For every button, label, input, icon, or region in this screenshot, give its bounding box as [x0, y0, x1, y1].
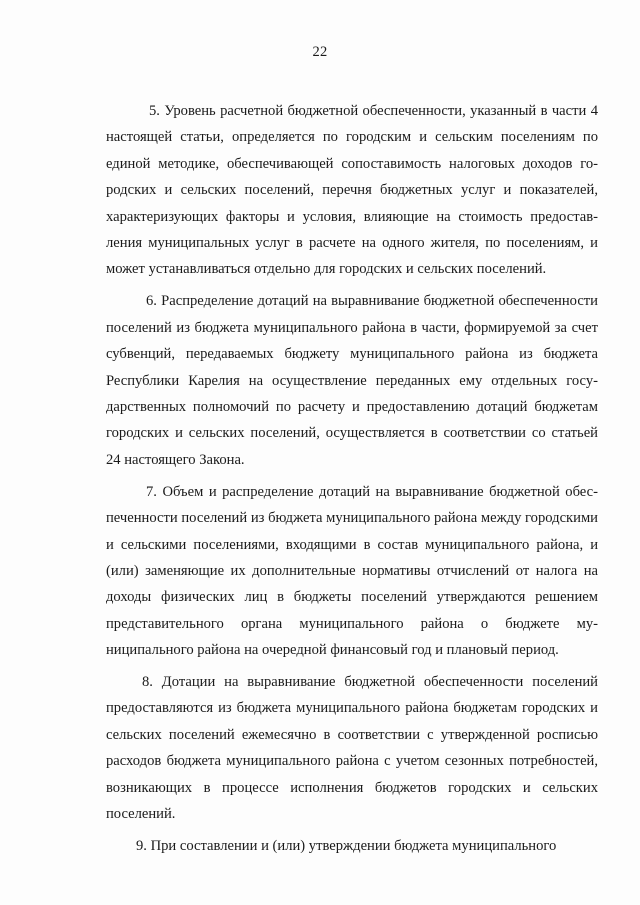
page-number: 22	[312, 44, 328, 60]
document-body	[106, 98, 598, 865]
paragraph-6: 6. Распределение дотаций на выравнивание бюджетной обеспеченности поселений из бюджета муниципального района в части, формируемой за счет субвенций, передаваемых бюджету муниципального района из бюджета Республики Карелия на осуществление переданных ему отдельных государственных полномочий по расчету и предоставлению дотаций бюджетам городских и сельских поселений, осуществляется в соответствии со статьей 24 настоящего Закона.	[106, 293, 598, 468]
paragraph-5: 5. Уровень расчетной бюджетной обеспеченности, указанный в части 4 настоящей статьи, определяется по городским и сельским поселениям по единой методике, обеспечивающей сопоставимость налоговых доходов городских и сельских поселений, перечня бюджетных услуг и показателей, характеризующих факторы и условия, влияющие на стоимость предоставления муниципальных услуг в расчете на одного жителя, по поселениям, и может устанавливаться отдельно для городских и сельских поселений.	[106, 103, 598, 278]
paragraph-7: 7. Объем и распределение дотаций на выравнивание бюджетной обеспеченности поселений из бюджета муниципального района между городскими и сельскими поселениями, входящими в состав муниципального района, и (или) заменяющие их дополнительные нормативы отчислений от налога на доходы физических лиц в бюджеты поселений утверждаются решением представительного органа муниципального района о бюджете муниципального района на очередной финансовый год и плановый период.	[106, 483, 598, 659]
paragraph-8: 8. Дотации на выравнивание бюджетной обеспеченности поселений предоставляются из бюджета муниципального района бюджетам городских и сельских поселений ежемесячно в соответствии с утвержденной росписью расходов бюджета муниципального района с учетом сезонных потребностей, возникающих в процессе исполнения бюджетов городских и сельских поселений.	[106, 674, 598, 823]
paragraph-9: 9. При составлении и (или) утверждении бюджета муниципального	[136, 837, 557, 854]
